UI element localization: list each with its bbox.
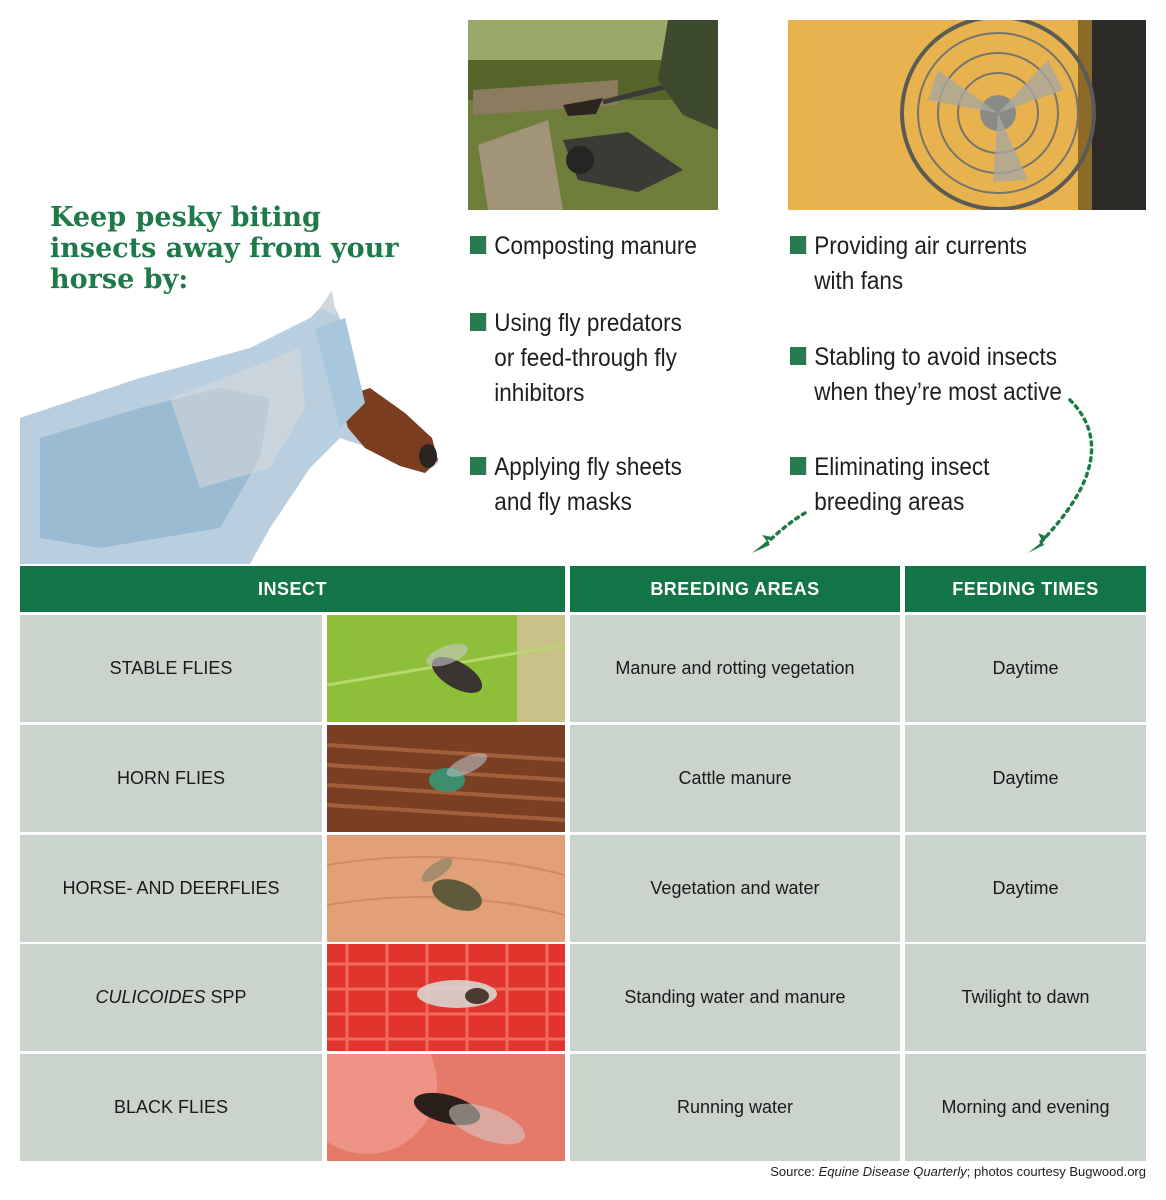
culicoides-spp: SPP xyxy=(205,987,247,1007)
arrow-to-feeding-times xyxy=(1040,400,1092,543)
bullet-square-icon xyxy=(470,236,486,254)
arrow-to-breeding-areas-head xyxy=(752,535,772,553)
bullet-square-icon xyxy=(470,313,486,331)
tip-stabling: Stabling to avoid insects when they’re most active xyxy=(790,340,1078,410)
dotted-arrows xyxy=(740,395,1120,560)
row-culicoides-insect xyxy=(20,944,322,1051)
tip-fly-predators: Using fly predators or feed-through fly inhibitors xyxy=(470,306,695,411)
bullet-square-icon xyxy=(790,347,806,365)
row-horse-deerflies-breeding: Vegetation and water xyxy=(570,835,900,942)
compost-photo xyxy=(468,20,718,210)
arrow-to-breeding-areas xyxy=(765,513,805,545)
horse-photo xyxy=(20,288,440,564)
fan-photo xyxy=(788,20,1146,210)
headline: Keep pesky biting insects away from your horse by: xyxy=(50,202,399,295)
row-black-flies-breeding: Running water xyxy=(570,1054,900,1161)
row-stable-flies-feeding: Daytime xyxy=(905,615,1146,722)
culicoides-genus: CULICOIDES xyxy=(95,987,206,1007)
tip-eliminating: Eliminating insect breeding areas xyxy=(790,450,1024,520)
tip-composting: Composting manure xyxy=(470,229,767,264)
row-black-flies-feeding: Morning and evening xyxy=(905,1054,1146,1161)
row-black-flies-insect: BLACK FLIES xyxy=(20,1054,322,1161)
row-horse-deerflies-feeding: Daytime xyxy=(905,835,1146,942)
tip-fans: Providing air currents with fans xyxy=(790,229,1051,299)
culicoides-photo xyxy=(327,944,565,1051)
black-fly-photo xyxy=(327,1054,565,1161)
stable-fly-photo xyxy=(327,615,565,722)
row-culicoides-feeding: Twilight to dawn xyxy=(905,944,1146,1051)
row-stable-flies-breeding: Manure and rotting vegetation xyxy=(570,615,900,722)
row-horn-flies-breeding: Cattle manure xyxy=(570,725,900,832)
row-stable-flies-insect: STABLE FLIES xyxy=(20,615,322,722)
header-feeding-times: FEEDING TIMES xyxy=(905,566,1146,612)
row-horn-flies-insect: HORN FLIES xyxy=(20,725,322,832)
bullet-square-icon xyxy=(790,236,806,254)
source-credit: Source: Equine Disease Quarterly; photos courtesy Bugwood.org xyxy=(770,1164,1146,1179)
arrow-to-feeding-times-head xyxy=(1028,533,1048,553)
tip-fly-sheets: Applying fly sheets and fly masks xyxy=(470,450,695,520)
horn-fly-photo xyxy=(327,725,565,832)
row-horse-deerflies-insect: HORSE- AND DEERFLIES xyxy=(20,835,322,942)
header-insect: INSECT xyxy=(20,566,565,612)
row-culicoides-breeding: Standing water and manure xyxy=(570,944,900,1051)
header-breeding-areas: BREEDING AREAS xyxy=(570,566,900,612)
horsefly-photo xyxy=(327,835,565,942)
bullet-square-icon xyxy=(470,457,486,475)
row-horn-flies-feeding: Daytime xyxy=(905,725,1146,832)
